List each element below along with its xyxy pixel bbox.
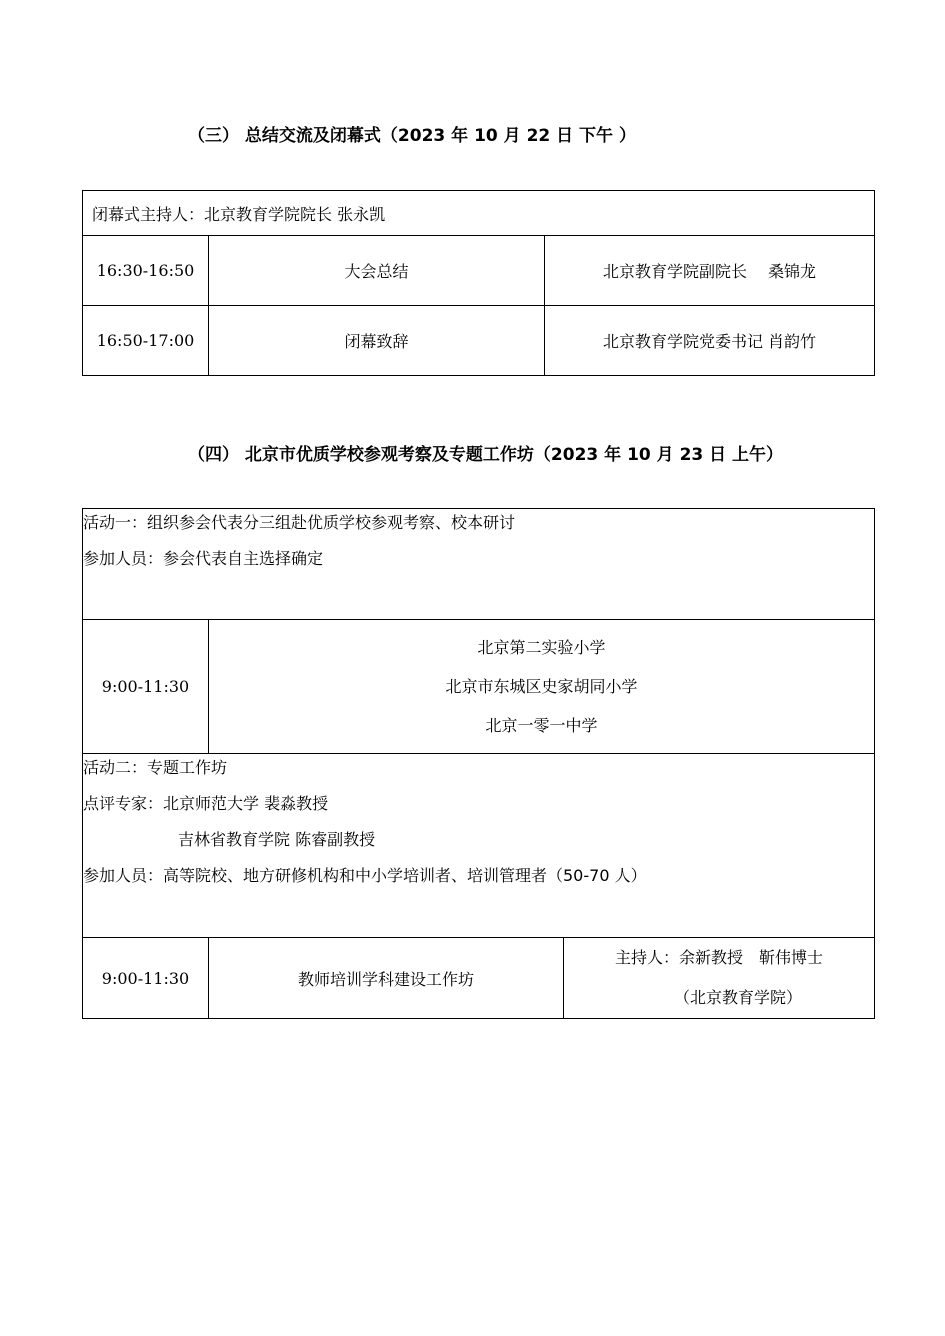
school-name: 北京一零一中学 bbox=[485, 716, 598, 735]
table-row bbox=[83, 306, 875, 376]
school-name: 北京市东城区史家胡同小学 bbox=[445, 677, 638, 696]
table-row bbox=[83, 236, 875, 306]
host-organization: （北京教育学院） bbox=[674, 988, 803, 1007]
table-row bbox=[83, 938, 875, 1019]
row-item: 闭幕致辞 bbox=[209, 306, 545, 376]
activity-1-schools bbox=[209, 620, 875, 754]
activity-1-time: 9:00-11:30 bbox=[83, 620, 209, 754]
activity-2-participants: 参加人员：高等院校、地方研修机构和中小学培训者、培训管理者（50-70 人） bbox=[83, 866, 647, 885]
school-name: 北京第二实验小学 bbox=[477, 638, 606, 657]
activity-2-experts-second: 吉林省教育学院 陈睿副教授 bbox=[178, 830, 376, 849]
activity-2-info bbox=[83, 754, 875, 938]
activity-2-host bbox=[564, 938, 875, 1019]
section-4-heading: （四） 北京市优质学校参观考察及专题工作坊（2023 年 10 月 23 日 上午） bbox=[188, 445, 784, 465]
row-item: 大会总结 bbox=[209, 236, 545, 306]
row-time: 16:30-16:50 bbox=[83, 236, 209, 306]
school-visit-workshop-table bbox=[82, 508, 875, 1019]
activity-2-experts: 点评专家：北京师范大学 裴淼教授 bbox=[83, 794, 329, 813]
row-person: 北京教育学院副院长 桑锦龙 bbox=[545, 236, 875, 306]
activity-2-time: 9:00-11:30 bbox=[83, 938, 209, 1019]
table-row bbox=[83, 620, 875, 754]
row-time: 16:50-17:00 bbox=[83, 306, 209, 376]
activity-1-participants: 参加人员：参会代表自主选择确定 bbox=[83, 549, 324, 568]
closing-host-line: 闭幕式主持人：北京教育学院院长 张永凯 bbox=[83, 191, 875, 236]
section-3-heading: （三） 总结交流及闭幕式（2023 年 10 月 22 日 下午 ） bbox=[188, 126, 636, 146]
activity-1-info bbox=[83, 509, 875, 620]
activity-1-title: 活动一：组织参会代表分三组赴优质学校参观考察、校本研讨 bbox=[83, 513, 516, 532]
row-person: 北京教育学院党委书记 肖韵竹 bbox=[545, 306, 875, 376]
activity-2-title: 活动二：专题工作坊 bbox=[83, 758, 228, 777]
host-names: 主持人：余新教授 靳伟博士 bbox=[615, 948, 824, 967]
closing-ceremony-table bbox=[82, 190, 875, 376]
activity-2-workshop: 教师培训学科建设工作坊 bbox=[209, 938, 564, 1019]
